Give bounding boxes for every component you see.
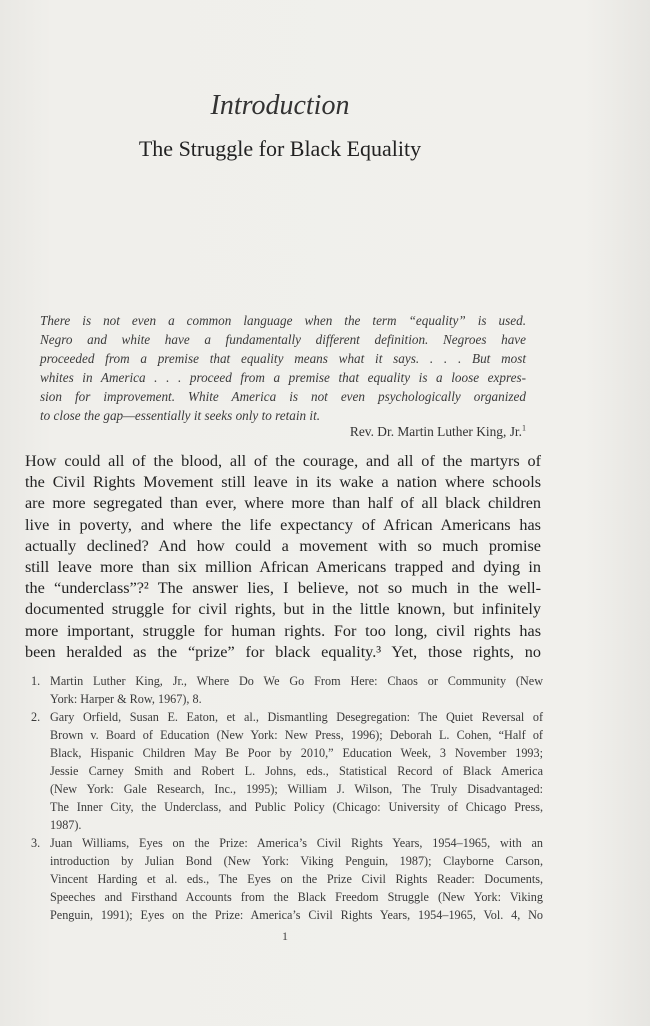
footnote-ref[interactable]: 1 <box>521 423 526 433</box>
footnote-line: Black, Hispanic Children May Be Poor by 2010,” Education Week, 3 November 1993; <box>50 746 543 760</box>
footnote-line: Brown v. Board of Education (New York: New Press, 1996); Deborah L. Cohen, “Half of <box>50 728 543 742</box>
footnote-line: York: Harper & Row, 1967), 8. <box>50 692 202 706</box>
attribution-text: Rev. Dr. Martin Luther King, Jr. <box>349 424 522 439</box>
body-line: more important, struggle for human rights. For too long, civil rights has <box>25 621 541 640</box>
footnote-number: 3. <box>31 836 41 850</box>
epigraph-line: proceeded from a premise that equality means what it says. . . . But most <box>40 350 526 366</box>
body-line: the “underclass”?² The answer lies, I believe, not so much in the well- <box>25 579 541 598</box>
footnote-line: Speeches and Firsthand Accounts from the Black Freedom Struggle (New York: Viking <box>50 890 543 904</box>
chapter-title: The Struggle for Black Equality <box>138 136 422 161</box>
footnote-line: Juan Williams, Eyes on the Prize: America’s Civil Rights Years, 1954–1965, with an <box>50 836 543 850</box>
footnote-line: (New York: Gale Research, Inc., 1995); William J. Wilson, The Truly Disadvantaged: <box>50 782 543 796</box>
body-line: been heralded as the “prize” for black equality.³ Yet, those rights, no <box>25 642 541 661</box>
footnote-line: The Inner City, the Underclass, and Public Policy (Chicago: University of Chicago Press, <box>50 800 543 814</box>
body-line: documented struggle for civil rights, but in the little known, but infinitely <box>25 600 541 619</box>
footnote-line: introduction by Julian Bond (New York: Viking Penguin, 1987); Clayborne Carson, <box>50 854 543 868</box>
epigraph-line: There is not even a common language when the term “equality” is used. <box>40 313 526 328</box>
footnote-number: 1. <box>31 674 41 688</box>
footnote-line: Penguin, 1991); Eyes on the Prize: America’s Civil Rights Years, 1954–1965, Vol. 4, No <box>50 908 543 922</box>
page-number: 1 <box>282 929 288 943</box>
footnote-line: Martin Luther King, Jr., Where Do We Go From Here: Chaos or Community (New <box>50 674 543 688</box>
body-line: are more segregated than ever, where more than half of all black children <box>25 494 541 513</box>
body-line: actually declined? And how could a movement with so much promise <box>25 536 541 555</box>
footnotes <box>31 672 543 924</box>
footnote-2 <box>31 708 543 834</box>
chapter-label: Introduction <box>210 90 350 121</box>
footnote-line: Vincent Harding et al. eds., The Eyes on the Prize Civil Rights Reader: Documents, <box>50 872 543 886</box>
epigraph-line: to close the gap—essentially it seeks only to retain it. <box>40 407 321 423</box>
footnote-line: Jessie Carney Smith and Robert L. Johns, eds., Statistical Record of Black America <box>50 764 543 778</box>
footnote-number: 2. <box>31 710 41 724</box>
body-line: live in poverty, and where the life expectancy of African Americans has <box>25 515 541 534</box>
footnote-1 <box>31 672 543 708</box>
body-line: still leave more than six million African Americans trapped and dying in <box>25 558 541 577</box>
epigraph-line: whites in America . . . proceed from a premise that equality is a loose expres- <box>40 369 526 385</box>
epigraph-attribution <box>40 424 526 440</box>
body-line: the Civil Rights Movement still leave in its wake a nation where schools <box>25 473 541 492</box>
epigraph-line: sion for improvement. White America is not even psychologically organized <box>40 388 526 404</box>
footnote-3 <box>31 834 543 924</box>
body-line: How could all of the blood, all of the courage, and all of the martyrs of <box>25 452 541 470</box>
epigraph-line: Negro and white have a fundamentally different definition. Negroes have <box>40 331 526 347</box>
epigraph <box>40 312 526 425</box>
footnote-line: 1987). <box>50 818 82 832</box>
footnote-line: Gary Orfield, Susan E. Eaton, et al., Dismantling Desegregation: The Quiet Reversal of <box>50 710 543 724</box>
body-text <box>25 451 541 663</box>
